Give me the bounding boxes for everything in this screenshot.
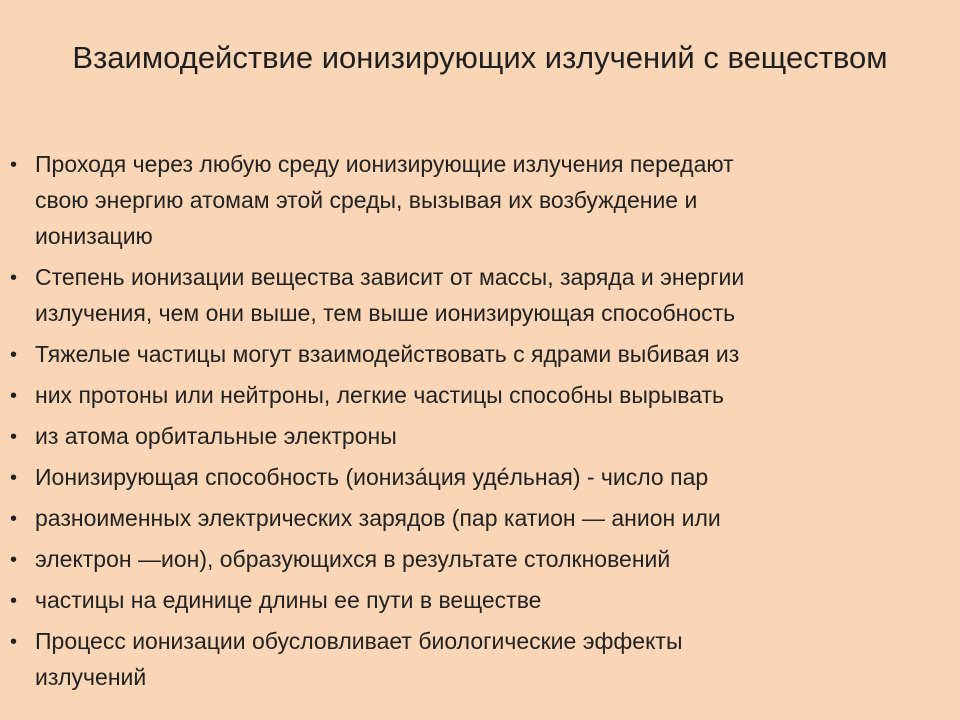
bullet-text-line: свою энергию атомам этой среды, вызывая их возбуждение и: [35, 187, 698, 213]
bullet-text-line: Тяжелые частицы могут взаимодействовать с ядрами выбивая из: [35, 341, 740, 367]
bullet-item: [0, 146, 960, 254]
bullet-item: [0, 418, 960, 454]
bullet-item: [0, 377, 960, 413]
bullet-item: [0, 623, 960, 695]
bullet-text-line: Процесс ионизации обусловливает биологические эффекты: [35, 628, 683, 654]
bullet-list: [0, 146, 960, 700]
bullet-marker: •: [10, 467, 18, 489]
slide-title: Взаимодействие ионизирующих излучений с веществом: [72, 40, 888, 75]
bullet-marker: •: [10, 631, 18, 653]
bullet-text-line: излучения, чем они выше, тем выше ионизирующая способность: [35, 300, 736, 326]
bullet-text-line: Проходя через любую среду ионизирующие излучения передают: [35, 151, 734, 177]
bullet-text-line: них протоны или нейтроны, легкие частицы способны вырывать: [35, 382, 725, 408]
bullet-text-line: из атома орбитальные электроны: [35, 423, 397, 449]
bullet-text-line: электрон —ион), образующихся в результате столкновений: [35, 546, 671, 572]
bullet-item: [0, 541, 960, 577]
bullet-text-line: Степень ионизации вещества зависит от массы, заряда и энергии: [35, 264, 745, 290]
bullet-marker: •: [10, 154, 18, 176]
bullet-marker: •: [10, 549, 18, 571]
bullet-item: [0, 259, 960, 331]
bullet-marker: •: [10, 385, 18, 407]
bullet-marker: •: [10, 508, 18, 530]
bullet-text-line: ионизацию: [35, 223, 153, 249]
bullet-marker: •: [10, 267, 18, 289]
bullet-item: [0, 582, 960, 618]
bullet-marker: •: [10, 590, 18, 612]
bullet-item: [0, 336, 960, 372]
bullet-item: [0, 500, 960, 536]
bullet-text-line: излучений: [35, 664, 147, 690]
bullet-marker: •: [10, 426, 18, 448]
bullet-text-line: разноименных электрических зарядов (пар катион — анион или: [35, 505, 721, 531]
bullet-marker: •: [10, 344, 18, 366]
bullet-text-line: Ионизирующая способность (ионизáция удéльная) - число пар: [35, 464, 709, 490]
bullet-text-line: частицы на единице длины ее пути в веществе: [35, 587, 542, 613]
bullet-item: [0, 459, 960, 495]
